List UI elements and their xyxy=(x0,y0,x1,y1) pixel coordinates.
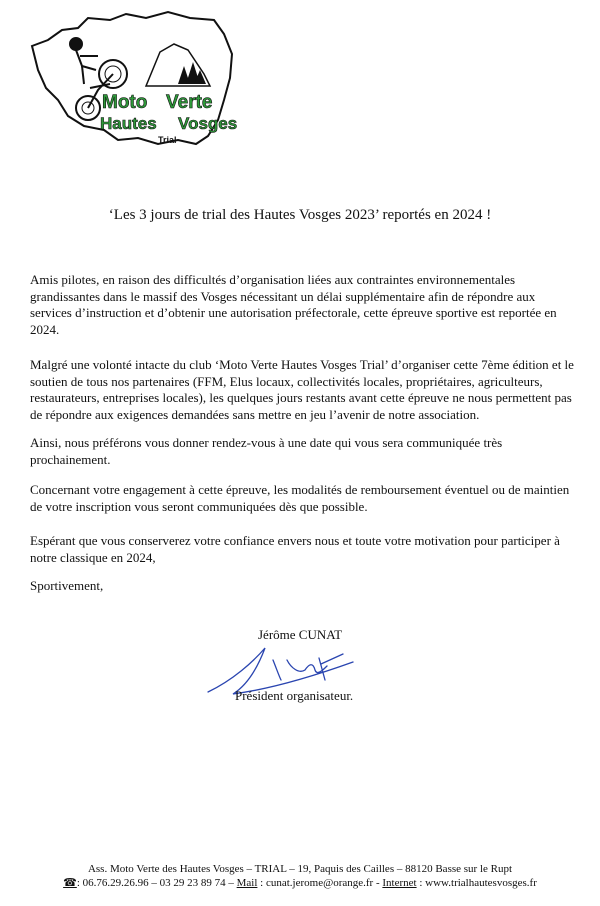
paragraph-4: Concernant votre engagement à cette épreuve, les modalités de remboursement éventuel ou de maintien de votre inscription vous seront communiquées dès que possible. xyxy=(30,482,570,514)
logo-text-trial: Trial xyxy=(158,135,177,145)
paragraph-5: Espérant que vous conserverez votre confiance envers nous et toute votre motivation pour participer à notre classique en 2024, xyxy=(30,533,560,565)
logo-text-hautes: Hautes xyxy=(100,114,157,133)
footer-address: Ass. Moto Verte des Hautes Vosges – TRIAL – 19, Paquis des Cailles – 88120 Basse sur le Rupt xyxy=(87,863,513,875)
paragraph-2: Malgré une volonté intacte du club ‘Moto Verte Hautes Vosges Trial’ d’organiser cette 7ème édition et le soutien de tous nos partenaires (FFM, Elus locaux, collectivités locales, propriétaires, agriculteurs, restaurateurs, entreprises locales), les quelques jours restants avant cette épreuve ne nous permettent pas de répondre aux exigences demandées sans mettre en jeu l’avenir de notre association. xyxy=(30,357,574,422)
logo-text-verte: Verte xyxy=(166,92,213,113)
signer-name: Jérôme CUNAT xyxy=(258,627,343,642)
signer-role: Président organisateur. xyxy=(235,688,354,703)
closing-salutation: Sportivement, xyxy=(30,578,104,593)
phone-icon: ☎ xyxy=(63,877,77,889)
logo-text-moto: Moto xyxy=(102,92,148,113)
footer-contacts xyxy=(0,876,600,890)
paragraph-1: Amis pilotes, en raison des difficultés d’organisation liées aux contraintes environnementales grandissantes dans le massif des Vosges nécessitant un délai supplémentaire afin de répondre aux services d’instruction et d’obtenir une autorisation préfectorale, cette épreuve sportive est reportée en 2024. xyxy=(30,272,557,337)
footer-mail[interactable]: : cunat.jerome@orange.fr - xyxy=(257,877,383,889)
footer-website[interactable]: : www.trialhautesvosges.fr xyxy=(416,877,537,889)
footer-internet-label: Internet xyxy=(382,877,417,889)
footer-mail-label: Mail xyxy=(236,877,258,889)
footer-phones: : 06.76.29.26.96 – 03 29 23 89 74 – xyxy=(76,877,237,889)
letter-title: ‘Les 3 jours de trial des Hautes Vosges 2023’ reportés en 2024 ! xyxy=(108,207,492,223)
club-logo xyxy=(18,4,258,154)
logo-text-vosges: Vosges xyxy=(178,114,238,133)
paragraph-3: Ainsi, nous préférons vous donner rendez-vous à une date qui vous sera communiquée très prochainement. xyxy=(30,435,503,467)
